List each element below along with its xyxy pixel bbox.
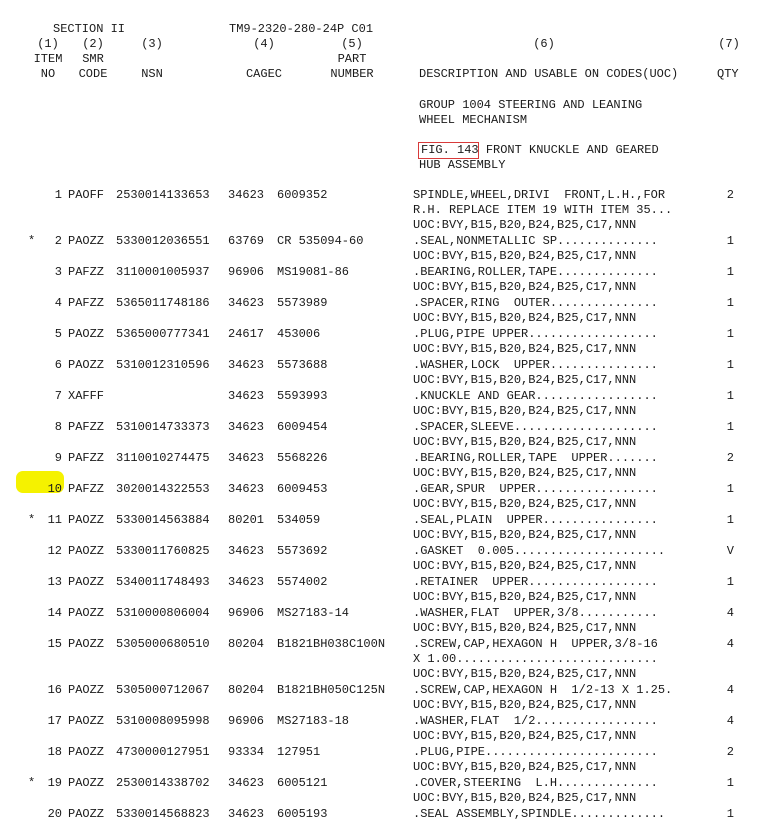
item-number: 3 — [54, 265, 62, 279]
col-header-qty: QTY — [717, 67, 739, 81]
nsn: 3110010274475 — [116, 451, 210, 465]
qty: 4 — [726, 683, 734, 697]
nsn: 3110001005937 — [116, 265, 210, 279]
item-number: 9 — [54, 451, 62, 465]
item-number: 11 — [47, 513, 62, 527]
nsn: 5330014568823 — [116, 807, 210, 821]
qty: 1 — [726, 776, 734, 790]
group-title: GROUP 1004 STEERING AND LEANING — [419, 98, 643, 112]
description-continued: UOC:BVY,B15,B20,B24,B25,C17,NNN — [413, 760, 637, 774]
smr-code: XAFFF — [68, 389, 105, 403]
qty: 1 — [726, 575, 734, 589]
description: .KNUCKLE AND GEAR................. — [413, 389, 658, 403]
description-continued: UOC:BVY,B15,B20,B24,B25,C17,NNN — [413, 342, 637, 356]
nsn: 4730000127951 — [116, 745, 210, 759]
col-header-part: PART — [337, 52, 367, 66]
nsn: 5310000806004 — [116, 606, 210, 620]
part-number: 453006 — [277, 327, 321, 341]
cagec: 80204 — [228, 683, 265, 697]
smr-code: PAOZZ — [68, 234, 105, 248]
item-number: 2 — [54, 234, 62, 248]
description: .SCREW,CAP,HEXAGON H 1/2-13 X 1.25. — [413, 683, 673, 697]
smr-code: PAOZZ — [68, 683, 105, 697]
description: .WASHER,LOCK UPPER............... — [413, 358, 658, 372]
smr-code: PAOZZ — [68, 327, 105, 341]
cagec: 34623 — [228, 482, 265, 496]
smr-code: PAOZZ — [68, 637, 105, 651]
part-number: CR 535094-60 — [277, 234, 364, 248]
cagec: 93334 — [228, 745, 265, 759]
description: .SCREW,CAP,HEXAGON H UPPER,3/8-16 — [413, 637, 658, 651]
description: .SPACER,SLEEVE.................... — [413, 420, 658, 434]
description-continued: X 1.00............................ — [413, 652, 658, 666]
part-number: 5593993 — [277, 389, 328, 403]
qty: V — [726, 544, 734, 558]
part-number: 6005193 — [277, 807, 328, 821]
cagec: 34623 — [228, 296, 265, 310]
tm-number: TM9-2320-280-24P C01 — [229, 22, 374, 36]
qty: 1 — [726, 296, 734, 310]
smr-code: PAFZZ — [68, 451, 105, 465]
cagec: 34623 — [228, 776, 265, 790]
item-number: 20 — [47, 807, 62, 821]
item-number: 7 — [54, 389, 62, 403]
cagec: 34623 — [228, 389, 265, 403]
col-number-description: (6) — [533, 37, 555, 51]
description-continued: R.H. REPLACE ITEM 19 WITH ITEM 35... — [413, 203, 673, 217]
col-header-item: ITEM — [33, 52, 63, 66]
description-continued: UOC:BVY,B15,B20,B24,B25,C17,NNN — [413, 280, 637, 294]
cagec: 34623 — [228, 358, 265, 372]
smr-code: PAOZZ — [68, 358, 105, 372]
item-number: 6 — [54, 358, 62, 372]
description-continued: UOC:BVY,B15,B20,B24,B25,C17,NNN — [413, 698, 637, 712]
qty: 1 — [726, 358, 734, 372]
qty: 4 — [726, 637, 734, 651]
part-number: MS19081-86 — [277, 265, 350, 279]
qty: 2 — [726, 745, 734, 759]
part-number: 5573989 — [277, 296, 328, 310]
revision-star: * — [28, 513, 36, 527]
nsn: 5310014733373 — [116, 420, 210, 434]
group-title-continued: WHEEL MECHANISM — [419, 113, 528, 127]
col-header-nsn: NSN — [141, 67, 163, 81]
qty: 4 — [726, 714, 734, 728]
item-number: 8 — [54, 420, 62, 434]
description: .SPACER,RING OUTER............... — [413, 296, 658, 310]
description-continued: UOC:BVY,B15,B20,B24,B25,C17,NNN — [413, 621, 637, 635]
col-header-number: NUMBER — [330, 67, 374, 81]
description: .PLUG,PIPE........................ — [413, 745, 658, 759]
smr-code: PAFZZ — [68, 265, 105, 279]
smr-code: PAOZZ — [68, 544, 105, 558]
cagec: 34623 — [228, 807, 265, 821]
nsn: 5365000777341 — [116, 327, 210, 341]
figure-title-continued: HUB ASSEMBLY — [419, 158, 506, 172]
smr-code: PAOZZ — [68, 745, 105, 759]
part-number: 5574002 — [277, 575, 328, 589]
cagec: 96906 — [228, 714, 265, 728]
col-number-cagec: (4) — [253, 37, 275, 51]
item-number: 17 — [47, 714, 62, 728]
qty: 1 — [726, 327, 734, 341]
cagec: 96906 — [228, 265, 265, 279]
description: SPINDLE,WHEEL,DRIVI FRONT,L.H.,FOR — [413, 188, 666, 202]
qty: 1 — [726, 389, 734, 403]
smr-code: PAFZZ — [68, 296, 105, 310]
figure-number: FIG. 14 — [421, 143, 472, 157]
cagec: 34623 — [228, 575, 265, 589]
part-number: 6005121 — [277, 776, 328, 790]
description: .BEARING,ROLLER,TAPE UPPER....... — [413, 451, 658, 465]
item-number: 12 — [47, 544, 62, 558]
description-continued: UOC:BVY,B15,B20,B24,B25,C17,NNN — [413, 791, 637, 805]
item-number: 5 — [54, 327, 62, 341]
description-continued: UOC:BVY,B15,B20,B24,B25,C17,NNN — [413, 528, 637, 542]
item-number: 13 — [47, 575, 62, 589]
col-number-nsn: (3) — [141, 37, 163, 51]
cagec: 34623 — [228, 451, 265, 465]
col-number-part: (5) — [341, 37, 363, 51]
figure-title — [421, 143, 659, 158]
cagec: 63769 — [228, 234, 265, 248]
item-number: 4 — [54, 296, 62, 310]
col-number-item: (1) — [37, 37, 59, 51]
nsn: 5310008095998 — [116, 714, 210, 728]
col-header-description: DESCRIPTION AND USABLE ON CODES(UOC) — [419, 67, 679, 81]
description: .SEAL ASSEMBLY,SPINDLE............. — [413, 807, 666, 821]
nsn: 5340011748493 — [116, 575, 210, 589]
description-continued: UOC:BVY,B15,B20,B24,B25,C17,NNN — [413, 667, 637, 681]
item-number: 10 — [47, 482, 62, 496]
col-header-cagec: CAGEC — [245, 67, 282, 81]
item-number: 19 — [47, 776, 62, 790]
part-number: 5573692 — [277, 544, 328, 558]
col-header-smr: SMR — [82, 52, 104, 66]
description-continued: UOC:BVY,B15,B20,B24,B25,C17,NNN — [413, 729, 637, 743]
col-number-smr: (2) — [82, 37, 104, 51]
part-number: MS27183-14 — [277, 606, 350, 620]
col-number-qty: (7) — [718, 37, 740, 51]
cagec: 24617 — [228, 327, 265, 341]
qty: 1 — [726, 482, 734, 496]
nsn: 5365011748186 — [116, 296, 210, 310]
description-continued: UOC:BVY,B15,B20,B24,B25,C17,NNN — [413, 311, 637, 325]
part-number: MS27183-18 — [277, 714, 350, 728]
cagec: 34623 — [228, 420, 265, 434]
description-continued: UOC:BVY,B15,B20,B24,B25,C17,NNN — [413, 218, 637, 232]
description: .SEAL,PLAIN UPPER................ — [413, 513, 658, 527]
part-number: 127951 — [277, 745, 321, 759]
smr-code: PAOZZ — [68, 606, 105, 620]
smr-code: PAOFF — [68, 188, 105, 202]
description-continued: UOC:BVY,B15,B20,B24,B25,C17,NNN — [413, 249, 637, 263]
description: .COVER,STEERING L.H.............. — [413, 776, 658, 790]
item-number: 16 — [47, 683, 62, 697]
nsn: 5330011760825 — [116, 544, 210, 558]
item-number: 15 — [47, 637, 62, 651]
nsn: 3020014322553 — [116, 482, 210, 496]
description: .BEARING,ROLLER,TAPE.............. — [413, 265, 658, 279]
cagec: 34623 — [228, 188, 265, 202]
revision-star: * — [28, 776, 36, 790]
description-continued: UOC:BVY,B15,B20,B24,B25,C17,NNN — [413, 497, 637, 511]
nsn: 5310012310596 — [116, 358, 210, 372]
section-title: SECTION II — [53, 22, 126, 36]
description-continued: UOC:BVY,B15,B20,B24,B25,C17,NNN — [413, 404, 637, 418]
nsn: 2530014133653 — [116, 188, 210, 202]
figure-title-text: 3 FRONT KNUCKLE AND GEARED — [471, 143, 659, 157]
smr-code: PAOZZ — [68, 714, 105, 728]
description: .GEAR,SPUR UPPER................. — [413, 482, 658, 496]
cagec: 80204 — [228, 637, 265, 651]
description: .GASKET 0.005..................... — [413, 544, 666, 558]
smr-code: PAOZZ — [68, 776, 105, 790]
cagec: 96906 — [228, 606, 265, 620]
description-continued: UOC:BVY,B15,B20,B24,B25,C17,NNN — [413, 435, 637, 449]
part-number: 6009454 — [277, 420, 328, 434]
description-continued: UOC:BVY,B15,B20,B24,B25,C17,NNN — [413, 466, 637, 480]
smr-code: PAOZZ — [68, 513, 105, 527]
part-number: B1821BH038C100N — [277, 637, 386, 651]
cagec: 80201 — [228, 513, 265, 527]
nsn: 5305000712067 — [116, 683, 210, 697]
smr-code: PAFZZ — [68, 482, 105, 496]
qty: 2 — [726, 451, 734, 465]
description: .WASHER,FLAT UPPER,3/8........... — [413, 606, 658, 620]
nsn: 5330014563884 — [116, 513, 210, 527]
qty: 1 — [726, 265, 734, 279]
description: .PLUG,PIPE UPPER.................. — [413, 327, 658, 341]
qty: 1 — [726, 420, 734, 434]
description: .WASHER,FLAT 1/2................. — [413, 714, 658, 728]
part-number: 5568226 — [277, 451, 328, 465]
smr-code: PAOZZ — [68, 807, 105, 821]
part-number: 6009453 — [277, 482, 328, 496]
nsn: 5330012036551 — [116, 234, 210, 248]
cagec: 34623 — [228, 544, 265, 558]
description-continued: UOC:BVY,B15,B20,B24,B25,C17,NNN — [413, 590, 637, 604]
description: .RETAINER UPPER.................. — [413, 575, 658, 589]
nsn: 2530014338702 — [116, 776, 210, 790]
qty: 1 — [726, 807, 734, 821]
item-number: 14 — [47, 606, 62, 620]
col-header-no: NO — [40, 67, 56, 81]
revision-star: * — [28, 234, 36, 248]
qty: 1 — [726, 513, 734, 527]
col-header-code: CODE — [78, 67, 108, 81]
item-number: 18 — [47, 745, 62, 759]
nsn: 5305000680510 — [116, 637, 210, 651]
description-continued: UOC:BVY,B15,B20,B24,B25,C17,NNN — [413, 373, 637, 387]
description: .SEAL,NONMETALLIC SP.............. — [413, 234, 658, 248]
part-number: 6009352 — [277, 188, 328, 202]
qty: 4 — [726, 606, 734, 620]
qty: 2 — [726, 188, 734, 202]
description-continued: UOC:BVY,B15,B20,B24,B25,C17,NNN — [413, 559, 637, 573]
smr-code: PAFZZ — [68, 420, 105, 434]
part-number: 534059 — [277, 513, 321, 527]
smr-code: PAOZZ — [68, 575, 105, 589]
part-number: B1821BH050C125N — [277, 683, 386, 697]
item-number: 1 — [54, 188, 62, 202]
qty: 1 — [726, 234, 734, 248]
part-number: 5573688 — [277, 358, 328, 372]
